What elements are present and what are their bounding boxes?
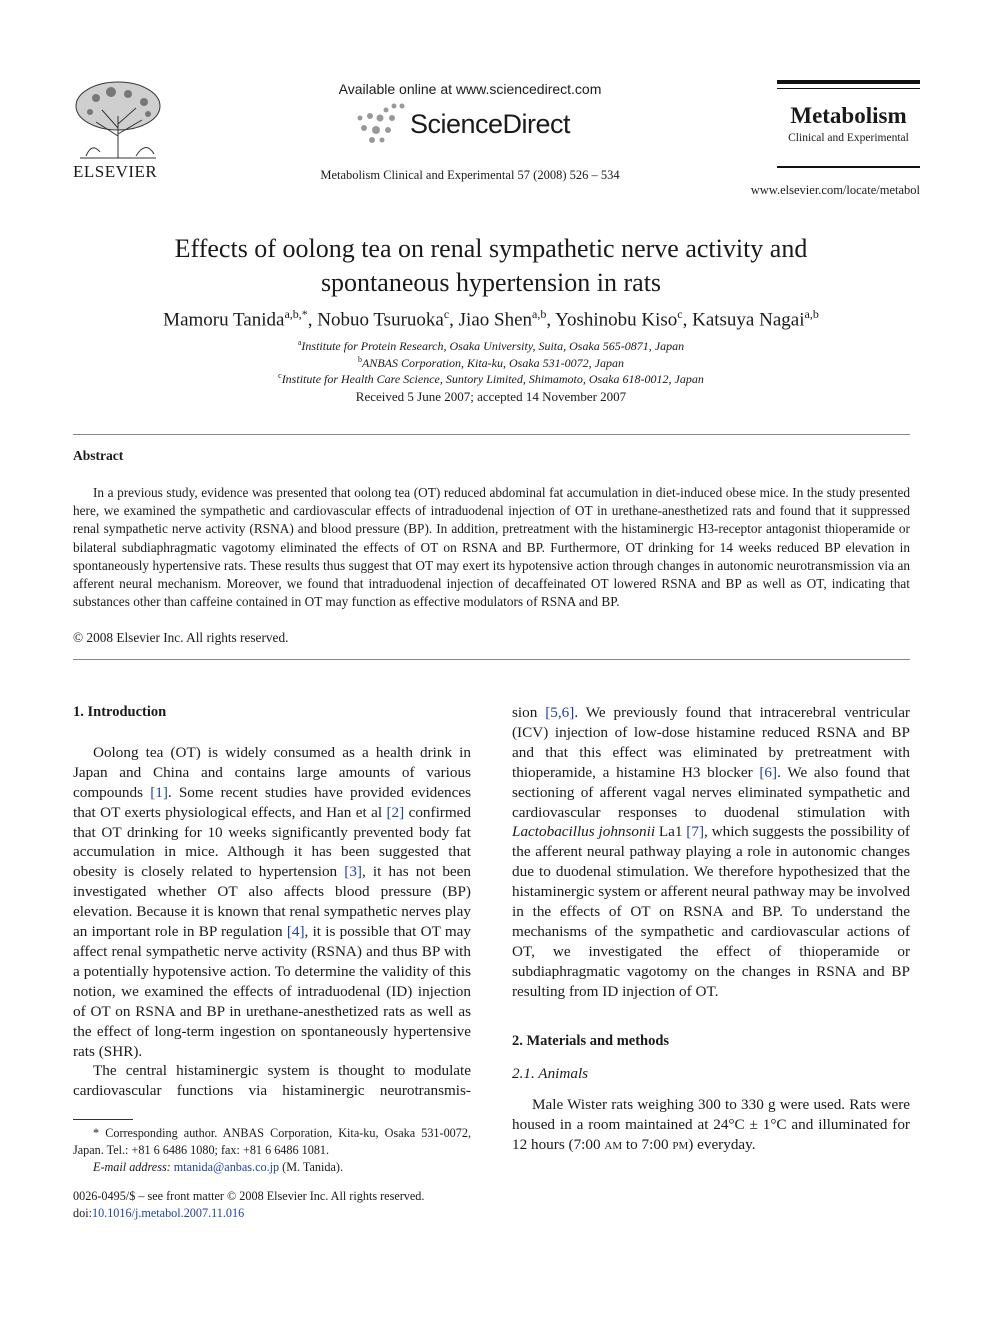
text: The central histaminergic system is thought to modulate cardiovascular functions via histaminergic neurotransmis- (73, 1062, 471, 1100)
text: Oolong tea (OT) is widely consumed as a health drink in Japan and China and contains large amounts of various compounds (73, 743, 471, 801)
author-name: Katsuya Nagai (692, 309, 805, 331)
author-separator: , (682, 309, 693, 331)
divider (73, 659, 910, 660)
time-pm: pm (672, 1136, 689, 1154)
citation-link[interactable]: [6] (759, 763, 778, 781)
affiliation (70, 371, 912, 387)
corresponding-author-note: * Corresponding author. ANBAS Corporation, Kita-ku, Osaka 531-0072, Japan. Tel.: +81 6 6486 1080; fax: +81 6 6486 1081. (73, 1126, 471, 1157)
affiliation-text: Institute for Protein Research, Osaka University, Suita, Osaka 565-0871, Japan (301, 339, 685, 353)
text: Male Wister rats weighing 300 to 330 g were used. Rats were housed in a room maintained at 24°C ± 1°C and illuminated for 12 hours (7:00 (512, 1096, 910, 1154)
text: (M. Tanida). (279, 1159, 344, 1174)
footnote (73, 1125, 471, 1175)
text: to 7:00 (622, 1136, 673, 1154)
author-separator: , (307, 309, 318, 331)
author-separator: , (449, 309, 459, 331)
article-title (70, 232, 912, 300)
author-affiliation-marker: c (443, 307, 450, 321)
left-column (73, 703, 471, 1101)
email-label: E-mail address: (93, 1159, 171, 1174)
footnote-rule (73, 1119, 133, 1120)
affiliation (70, 338, 912, 354)
abstract-body: In a previous study, evidence was presented that oolong tea (OT) reduced abdominal fat accumulation in diet-induced obese mice. In the study presented here, we examined the sympathetic and cardiovascular effects of intraduodenal injection of OT in urethane-anesthetized rats and found that it suppressed renal sympathetic nerve activity (RSNA) and blood pressure (BP). In addition, pretreatment with the histaminergic H3-receptor antagonist thioperamide or bilateral subdiaphragmatic vagotomy eliminated the effects of OT on RSNA and BP. Furthermore, OT drinking for 14 weeks reduced BP elevation in spontaneously hypertensive rats. These results thus suggest that OT may exert its hypotensive action through changes in autonomic neurotransmission via an afferent neural mechanism. Moreover, we found that intraduodenal injection of decaffeinated OT lowered RSNA and BP as well as OT, indicating that substances other than caffeine contained in OT may function as effective modulators of RSNA and BP. (73, 485, 910, 610)
journal-url[interactable]: www.elsevier.com/locate/metabol (750, 183, 920, 197)
author-list (70, 307, 912, 331)
sciencedirect-dots-icon (354, 100, 414, 144)
journal-rule (777, 166, 920, 168)
citation-link[interactable]: [1] (150, 783, 168, 801)
sciencedirect-wordmark: ScienceDirect (410, 109, 571, 139)
author-affiliation-marker: c (677, 307, 683, 321)
section-heading: 2. Materials and methods (512, 1032, 670, 1049)
author-name: Jiao Shen (458, 309, 533, 331)
paragraph (512, 703, 910, 1002)
affiliation-marker: b (358, 355, 362, 364)
text: . We also found that sectioning of afferent vagal nerves eliminated sympathetic and cardiovascular responses to duodenal stimulation with (512, 763, 910, 821)
text: . We previously found that intracerebral ventricular (ICV) injection of low-dose histamine reduced RSNA and BP and that this effect was eliminated by pretreatment with thioperamide, a histamine H3 blocker (512, 704, 910, 781)
available-online-text: Available online at www.sciencedirect.com (338, 81, 602, 97)
email-link[interactable]: mtanida@anbas.co.jp (173, 1159, 280, 1174)
text: , it has not been investigated whether OT also affects blood pressure (BP) elevation. Because it is known that renal sympathetic nerves play an important role in BP regulation (73, 863, 471, 941)
journal-subtitle: Clinical and Experimental (788, 132, 909, 144)
subsection-heading: 2.1. Animals (512, 1064, 589, 1082)
affiliation-marker: c (278, 371, 282, 380)
citation-link[interactable]: [4] (286, 923, 305, 941)
citation-link[interactable]: [5,6] (545, 704, 575, 721)
journal-name: Metabolism (790, 103, 907, 128)
paragraph (512, 1095, 910, 1155)
received-dates: Received 5 June 2007; accepted 14 November 2007 (355, 389, 627, 404)
affiliation-marker: a (297, 338, 302, 347)
issn-line: 0026-0495/$ – see front matter © 2008 Elsevier Inc. All rights reserved. (73, 1189, 425, 1203)
author-separator: , (546, 309, 556, 331)
right-column (512, 703, 910, 1155)
author-affiliation-marker: a,b (532, 307, 547, 321)
time-am: am (604, 1136, 623, 1154)
author-name: Yoshinobu Kiso (555, 309, 678, 331)
doi-line (73, 1205, 424, 1222)
affiliation (70, 355, 912, 371)
affiliation-text: Institute for Health Care Science, Suntory Limited, Shimamoto, Osaka 618-0012, Japan (281, 372, 704, 386)
author-name: Mamoru Tanida (163, 309, 285, 331)
abstract-copyright: © 2008 Elsevier Inc. All rights reserved. (73, 630, 289, 645)
text: confirmed that OT drinking for 10 weeks significantly prevented body fat accumulation in mice. Although it has been suggested that obesity is closely related to hypertension (73, 803, 472, 881)
citation-link[interactable]: [3] (344, 863, 362, 881)
text: La1 (655, 823, 687, 841)
affiliation-text: ANBAS Corporation, Kita-ku, Osaka 531-0072, Japan (362, 356, 624, 370)
citation-link[interactable]: [2] (386, 803, 405, 821)
journal-citation: Metabolism Clinical and Experimental 57 (2008) 526 – 534 (320, 168, 620, 182)
author-name: Nobuo Tsuruoka (317, 309, 444, 331)
journal-rule (777, 80, 920, 84)
author-affiliation-marker: a,b (804, 307, 819, 321)
text: sion (512, 704, 546, 721)
text: , it is possible that OT may affect renal sympathetic nerve activity (RSNA) and thus BP with a potentially hypotensive action. To determine the validity of this notion, we examined the effects of intraduodenal (ID) injection of OT on RSNA and BP in urethane-anesthetized rats as well as the effect of long-term ingestion on spontaneously hypertensive rats (SHR). (73, 923, 471, 1060)
title-line: Effects of oolong tea on renal sympathetic nerve activity and (174, 234, 808, 263)
abstract-heading: Abstract (73, 448, 124, 463)
title-line: spontaneous hypertension in rats (320, 268, 662, 297)
section-heading: 1. Introduction (73, 704, 167, 720)
publisher-name: ELSEVIER (73, 162, 158, 181)
divider (73, 434, 910, 435)
paragraph (73, 1061, 471, 1101)
journal-rule (777, 88, 920, 89)
doi-label: doi: (73, 1205, 92, 1220)
author-affiliation-marker: a,b,* (284, 307, 308, 321)
text: . Some recent studies have provided evidences that OT exerts physiological effects, and Han et al (73, 783, 471, 821)
paragraph (73, 743, 471, 1062)
citation-link[interactable]: [7] (686, 823, 705, 841)
doi-link[interactable]: 10.1016/j.metabol.2007.11.016 (91, 1205, 245, 1220)
text: , which suggests the possibility of the afferent neural pathway playing a role in autonomic changes due to duodenal stimulation. We therefore hypothesized that the histaminergic system or afferent neural pathway may be involved in the effects of OT on RSNA and BP. To understand the mechanisms of the sympathetic and cardiovascular actions of OT, we investigated the effect of thioperamide or subdiaphragmatic vagotomy on the changes in RSNA and BP resulting from ID injection of OT. (512, 823, 910, 1000)
text: ) everyday. (688, 1136, 756, 1154)
species-name: Lactobacillus johnsonii (512, 823, 656, 841)
bottom-info (73, 1188, 424, 1222)
email-note (73, 1159, 471, 1176)
